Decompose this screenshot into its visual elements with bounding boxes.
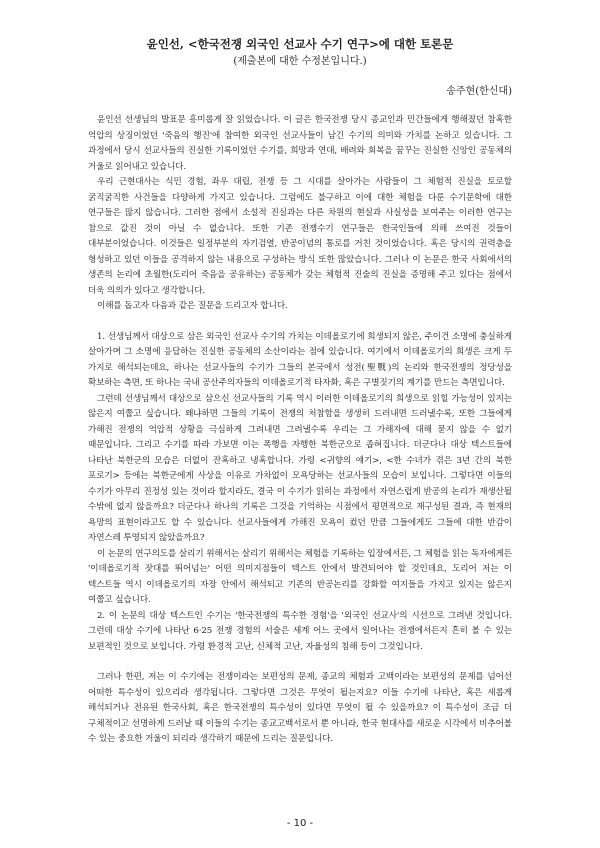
paragraph-transition: 이해를 돕고자 다음과 같은 질문을 드리고자 합니다. bbox=[97, 301, 288, 311]
section-gap bbox=[88, 655, 512, 670]
section-gap bbox=[88, 315, 512, 330]
document-body bbox=[88, 113, 512, 748]
paragraph-question-1-detail: 그런데 선생님께서 대상으로 삼으신 선교사들의 기록 역시 이러한 이데올로기의 희생으로 읽힐 가능성이 있지는 않은지 여쭙고 싶습니다. 왜냐하면 그들의 기록이 전쟁의 처참함을 생생히 드러내면 드러낼수록, 또한 그들에게 가해진 전쟁의 억압적 상황을 극심하게 그려내면 그려낼수록 우리는 그 가해자에 대해 묻지 않을 수 없기 때문입니다. 그리고 수기를 따라 가보면 이는 폭행을 자행한 북한군으로 좁혀집니다. 더군다나 대상 텍스트들에 나타난 북한군의 모습은 더없이 잔혹하고 냉혹합니다. 가령 <귀향의 얘기>, <한 수녀가 겪은 3년 간의 북한 포로기> 등에는 북한군에게 사상을 이유로 가차없이 모욕당하는 선교사들의 모습이 보입니다. 그렇다면 이들의 수기가 아무리 진정성 있는 것이라 할지라도, 결국 이 수기가 읽히는 과정에서 자연스럽게 반공의 논리가 재생산될 수밖에 없지 않을까요? 더군다나 하나의 기록은 그것을 기억하는 시점에서 평면적으로 재구성된 결과, 즉 현재의 욕망의 표현이라고도 할 수 있습니다. 선교사들에게 가해진 모욕이 컸던 만큼 그들에게도 그들에 대한 반감이 자연스레 투영되지 않았을까요? bbox=[88, 393, 512, 543]
paragraph-question-1-closing: 이 논문의 연구의도를 살리기 위해서는 살리기 위해서는 체험을 기록하는 입장에서든, 그 체험을 읽는 독자에게든 '이데올로기적 잣대를 뛰어넘는' 어떤 의미지점들이 텍스트 안에서 발견되어야 할 것인데요, 도리어 저는 이 텍스트들 역시 이데올로기의 자장 안에서 해석되고 기존의 반공논리를 강화할 여지들을 가지고 있지는 않은지 여쭙고 싶습니다. bbox=[88, 548, 512, 605]
document-subtitle: (제출본에 대한 수정본입니다.) bbox=[233, 56, 367, 67]
paragraph-context: 우리 근현대사는 식민 경험, 좌우 대립, 전쟁 등 그 시대를 살아가는 사람들이 그 체험적 진실을 토로할 굵직굵직한 사건들을 다양하게 가지고 있습니다. 그럼에도 불구하고 이에 대한 체험을 다룬 수기문학에 대한 연구들은 많지 않습니다. 그러한 점에서 소설적 진실과는 다른 차원의 현실과 사실성을 보여주는 이러한 연구는 참으로 값진 것이 아닐 수 없습니다. 또한 기존 전쟁수기 연구들은 한국인들에 의해 쓰여진 것들이 대부분이었습니다. 이것들은 일정부분의 자기검열, 반공이념의 통로를 거친 것이었습니다. 혹은 당시의 권력층을 형성하고 있던 이들을 공격하지 않는 내용으로 구성하는 방식 또한 많았습니다. 그러나 이 논문은 한국 사회에서의 생존의 논리에 초월한(도리어 죽음을 공유하는) 공동체가 갖는 체험적 진술의 진실을 증명해 주고 있다는 점에서 더욱 의의가 있다고 생각합니다. bbox=[88, 177, 512, 296]
paragraph-question-2: 2. 이 논문의 대상 텍스트인 수기는 '한국전쟁의 특수한 경험'을 '외국인 선교사'의 시선으로 그려낸 것입니다. 그런데 대상 수기에 나타난 6·25 전쟁 경험의 서술은 세계 어느 곳에서 일어나는 전쟁에서든지 흔히 볼 수 있는 보편적인 것으로 보입니다. 가령 환경적 고난, 신체적 고난, 자율성의 침해 등이 그것입니다. bbox=[88, 610, 512, 652]
paragraph-question-1: 1. 선생님께서 대상으로 삼은 외국인 선교사 수기의 가치는 이데올로기에 희생되지 않은, 주이건 소명에 충실하게 살아가며 그 소명에 응답하는 진실한 공동체의 소산이라는 점에 있습니다. 여기에서 이데올로기의 희생은 크게 두 가지로 해석되는데요, 하나는 선교사들의 수기가 그들의 본국에서 성전(聖戰)의 논리와 한국전쟁의 정당성을 확보하는 측면, 또 하나는 국내 공산주의자들의 이데올로기적 타자화, 혹은 구별짓기의 계기를 만드는 측면입니다. bbox=[88, 331, 512, 388]
document-title: 윤인선, <한국전쟁 외국인 선교사 수기 연구>에 대한 토론문 bbox=[146, 37, 454, 51]
paragraph-intro: 윤인선 선생님의 발표문 흥미롭게 잘 읽었습니다. 이 글은 한국전쟁 당시 종교인과 민간들에게 행해졌던 참혹한 억압의 상징이었던 '죽음의 행진'에 참여한 외국인 선교사들이 남긴 수기의 의미와 가치를 논하고 있습니다. 그 과정에서 당시 선교사들의 진실한 기록이었던 수기를, 희망과 연대, 배려와 회복을 꿈꾸는 진실한 신앙인 공동체의 거울로 읽어내고 있습니다. bbox=[88, 115, 512, 172]
page-number: - 10 - bbox=[286, 818, 314, 829]
document-author: 송주현(한신대) bbox=[446, 86, 512, 97]
paragraph-question-2-detail: 그러나 한편, 저는 이 수기에는 전쟁이라는 보편성의 문제, 종교의 체험과 고백이라는 보편성의 문제를 넘어선 어떠한 특수성이 있으리라 생각됩니다. 그렇다면 그것은 무엇이 될는지요? 이들 수기에 나타난, 혹은 새롭게 해석되거나 전유된 한국사회, 혹은 한국전쟁의 특수성이 있다면 무엇이 될 수 있을까요? 이 특수성이 조금 더 구체적이고 선명하게 드러날 때 이들의 수기는 종교고백서로서 뿐 아니라, 한국 현대사를 새로운 시각에서 비추어볼 수 있는 중요한 거울이 되리라 생각하기 때문에 드리는 질문입니다. bbox=[88, 672, 512, 744]
